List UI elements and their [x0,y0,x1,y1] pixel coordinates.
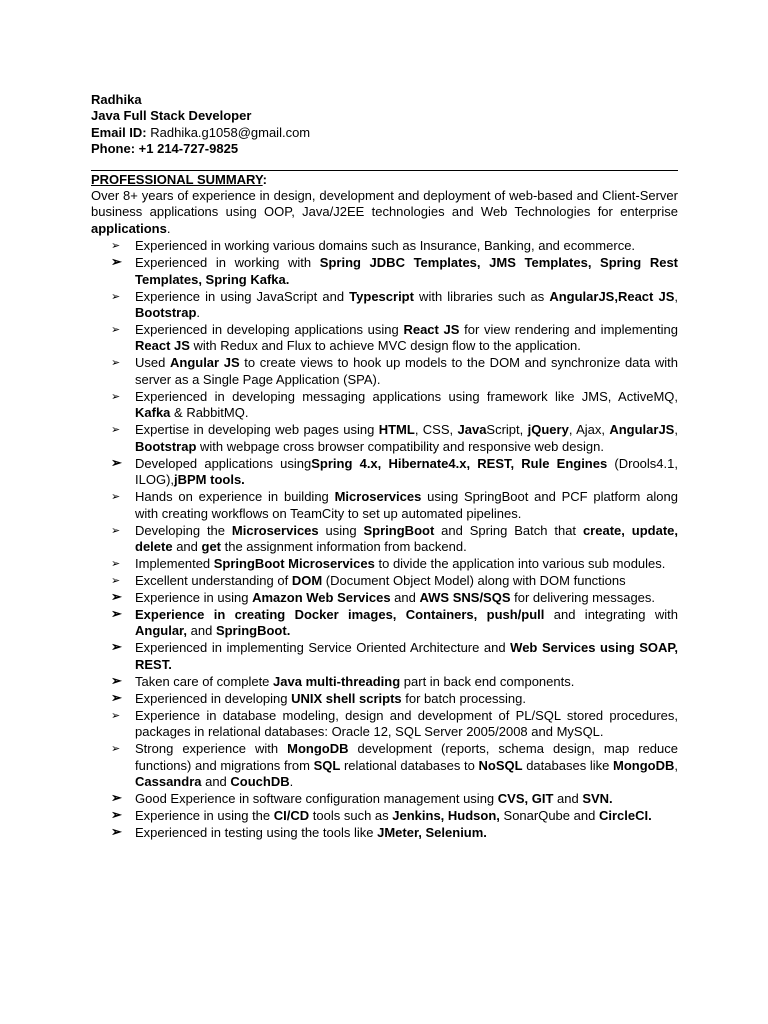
email-value: Radhika.g1058@gmail.com [146,124,311,140]
bullet-text: Experience in database modeling, design and development of PL/SQL stored procedures, packages in relational databases: Oracle 12, SQL Server 2005/2008 and MySQL. [135,707,678,740]
bullet-text: and integrating with [544,606,678,622]
bullet-bold-text: jBPM tools. [174,472,245,488]
bullet-text: and [553,790,583,806]
bullet-bold-text: Experience in creating Docker images, Containers, push/pull [135,606,545,622]
bullet-text: Experienced in testing using the tools like [135,824,378,840]
bullet-text: development (reports, schema design, map reduce functions) and migrations from [135,741,678,773]
summary-bullet-item [111,522,678,556]
bullet-bold-text: Bootstrap [135,305,197,321]
bullet-text: Experience in using the [135,807,274,823]
arrow-bullet-icon: ➢ [111,557,121,570]
bullet-text: Experienced in working various domains such as Insurance, Banking, and ecommerce. [135,238,636,254]
arrow-bullet-icon: ➢ [111,588,122,604]
summary-bullet-item [111,707,678,741]
summary-bullet-item [111,672,678,690]
bullet-bold-text: SpringBoot. [215,623,291,639]
summary-intro-bold: applications [91,220,167,236]
arrow-bullet-icon: ➢ [111,789,122,805]
bullet-bold-text: HTML [378,422,415,438]
bullet-bold-text: Microservices [231,522,319,538]
summary-bullet-item [111,741,678,790]
bullet-text: using SpringBoot and PCF platform along with creating workflows on TeamCity to set up automated pipelines. [135,489,678,521]
section-divider [91,170,678,171]
phone-line: Phone: +1 214-727-9825 [91,141,239,157]
bullet-text: , CSS, [414,422,458,438]
bullet-bold-text: JMeter, Selenium. [377,824,487,840]
arrow-bullet-icon: ➢ [111,424,121,437]
bullet-text: Good Experience in software configuration management using [135,790,498,806]
bullet-bold-text: DOM [291,572,323,588]
bullet-bold-text: SpringBoot [363,522,435,538]
bullet-text: and [390,589,420,605]
bullet-bold-text: Java multi-threading [273,673,401,689]
bullet-text: Taken care of complete [135,673,274,689]
bullet-bold-text: AngularJS,React JS [549,288,675,304]
bullet-text: Script, [486,422,528,438]
summary-bullet-item [111,489,678,522]
bullet-text: Experience in using [135,589,253,605]
bullet-text: (Document Object Model) along with DOM functions [322,572,626,588]
bullet-bold-text: Kafka [135,405,171,421]
resume-page [91,92,678,842]
bullet-text: Experienced in developing [135,690,292,706]
bullet-text: relational databases to [340,757,479,773]
arrow-bullet-icon: ➢ [111,709,121,722]
section-heading-colon: : [262,171,268,187]
bullet-text: with libraries such as [413,288,550,304]
bullet-text: and [172,538,202,554]
bullet-text: . [196,305,201,321]
email-line [91,125,678,141]
bullet-bold-text: SpringBoot Microservices [213,555,375,571]
candidate-name: Radhika [91,92,142,107]
arrow-bullet-icon: ➢ [111,524,121,537]
arrow-bullet-icon: ➢ [111,672,122,688]
summary-bullet-item [111,238,678,254]
bullet-bold-text: React JS [403,322,460,338]
summary-bullet-item [111,572,678,589]
summary-bullet-item [111,806,678,824]
bullet-bold-text: Bootstrap [135,438,197,454]
email-label: Email ID: [91,124,147,140]
bullet-text: , [674,422,678,438]
bullet-text: with Redux and Flux to achieve MVC design flow to the application. [189,338,581,354]
bullet-bold-text: Typescript [349,288,414,304]
summary-bullet-item [111,588,678,606]
summary-intro [91,188,678,237]
bullet-text: Excellent understanding of [135,572,292,588]
arrow-bullet-icon: ➢ [111,390,121,403]
bullet-bold-text: Angular JS [169,355,240,371]
bullet-bold-text: Amazon Web Services [252,589,391,605]
summary-bullet-item [111,288,678,322]
summary-bullet-list [91,238,678,841]
bullet-text: Strong experience with [135,741,288,757]
arrow-bullet-icon: ➢ [111,290,121,303]
summary-bullet-item [111,689,678,707]
bullet-text: to divide the application into various sub modules. [374,555,666,571]
bullet-bold-text: SVN. [582,790,613,806]
bullet-bold-text: CI/CD [273,807,310,823]
bullet-text: to create views to hook up models to the DOM and synchronize data with server as a Single Page Application (SPA). [135,355,678,387]
bullet-text: Experienced in developing applications using [135,322,404,338]
bullet-text: Developed applications using [135,455,312,471]
bullet-text: part in back end components. [400,673,575,689]
bullet-bold-text: UNIX shell scripts [291,690,402,706]
bullet-bold-text: Web Services using SOAP, REST. [135,640,678,672]
bullet-text: & RabbitMQ. [170,405,249,421]
arrow-bullet-icon: ➢ [111,254,122,270]
bullet-text: and [201,773,231,789]
arrow-bullet-icon: ➢ [111,240,121,253]
bullet-bold-text: Spring JDBC Templates, JMS Templates, Spring Rest Templates, Spring Kafka. [135,255,679,287]
bullet-bold-text: MongoDB [287,741,349,757]
summary-bullet-item [111,605,678,640]
bullet-text: and [187,623,216,639]
bullet-text: (Drools4.1, ILOG), [135,455,678,488]
arrow-bullet-icon: ➢ [111,454,122,470]
summary-bullet-item [111,422,678,455]
bullet-bold-text: SQL [313,757,341,773]
bullet-bold-text: AngularJS [609,422,675,438]
bullet-bold-text: CouchDB [230,773,290,789]
bullet-text: Experienced in implementing Service Oriented Architecture and [135,640,511,656]
summary-bullet-item [111,254,679,288]
summary-bullet-item [111,555,678,572]
bullet-bold-text: CircleCI. [598,807,652,823]
bullet-bold-text: Microservices [334,489,422,505]
bullet-bold-text: jQuery [527,422,569,438]
bullet-text: databases like [522,757,613,773]
arrow-bullet-icon: ➢ [111,806,122,822]
job-title: Java Full Stack Developer [91,108,252,124]
arrow-bullet-icon: ➢ [111,743,121,756]
bullet-text: . [289,773,294,789]
summary-intro-text: Over 8+ years of experience in design, development and deployment of web-based and Client-Server business applications using OOP, Java/J2EE technologies and Web Technologies for enterprise [91,188,678,220]
arrow-bullet-icon: ➢ [111,357,121,370]
section-heading-text: PROFESSIONAL SUMMARY [91,171,263,187]
bullet-text: Experienced in developing messaging applications using framework like JMS, ActiveMQ, [135,388,678,404]
summary-intro-end: . [166,220,171,236]
bullet-bold-text: Jenkins, Hudson, [392,807,500,823]
bullet-bold-text: get [201,538,221,554]
summary-bullet-item [111,388,678,422]
summary-bullet-item [111,639,678,673]
bullet-text: , Ajax, [568,422,610,438]
bullet-text: using [318,522,364,538]
bullet-text: for delivering messages. [510,589,656,605]
summary-bullet-item [111,823,678,841]
arrow-bullet-icon: ➢ [111,823,122,839]
summary-bullet-item [111,789,678,807]
bullet-bold-text: Cassandra [135,773,202,789]
summary-bullet-item [111,322,678,355]
bullet-text: , [674,288,678,304]
summary-bullet-item [111,454,678,489]
summary-bullet-item [111,355,678,388]
bullet-text: Experience in using JavaScript and [135,288,350,304]
bullet-bold-text: create, update, delete [135,522,678,554]
bullet-text: Used [135,355,170,371]
bullet-bold-text: Java [457,422,487,438]
bullet-text: Developing the [135,522,232,538]
arrow-bullet-icon: ➢ [111,639,122,655]
bullet-text: , [674,757,678,773]
arrow-bullet-icon: ➢ [111,324,121,337]
bullet-bold-text: AWS SNS/SQS [419,589,511,605]
bullet-bold-text: Spring 4.x, Hibernate4.x, REST, Rule Engines [311,455,608,471]
bullet-bold-text: MongoDB [613,757,675,773]
bullet-text: the assignment information from backend. [221,538,467,554]
bullet-text: Implemented [135,555,214,571]
bullet-text: Hands on experience in building [135,489,335,505]
arrow-bullet-icon: ➢ [111,605,122,621]
bullet-text: and Spring Batch that [434,522,583,538]
arrow-bullet-icon: ➢ [111,689,122,705]
bullet-text: SonarQube and [499,807,599,823]
section-heading [91,172,678,188]
bullet-bold-text: NoSQL [478,757,523,773]
bullet-text: for batch processing. [401,690,526,706]
bullet-text: with webpage cross browser compatibility and responsive web design. [196,438,604,454]
bullet-text: tools such as [309,807,393,823]
bullet-bold-text: Angular, [135,623,188,639]
bullet-text: Expertise in developing web pages using [135,422,379,438]
bullet-text: for view rendering and implementing [459,322,678,338]
bullet-text: Experienced in working with [135,255,320,271]
bullet-bold-text: CVS, GIT [497,790,554,806]
arrow-bullet-icon: ➢ [111,491,121,504]
bullet-bold-text: React JS [135,338,190,354]
arrow-bullet-icon: ➢ [111,574,121,587]
